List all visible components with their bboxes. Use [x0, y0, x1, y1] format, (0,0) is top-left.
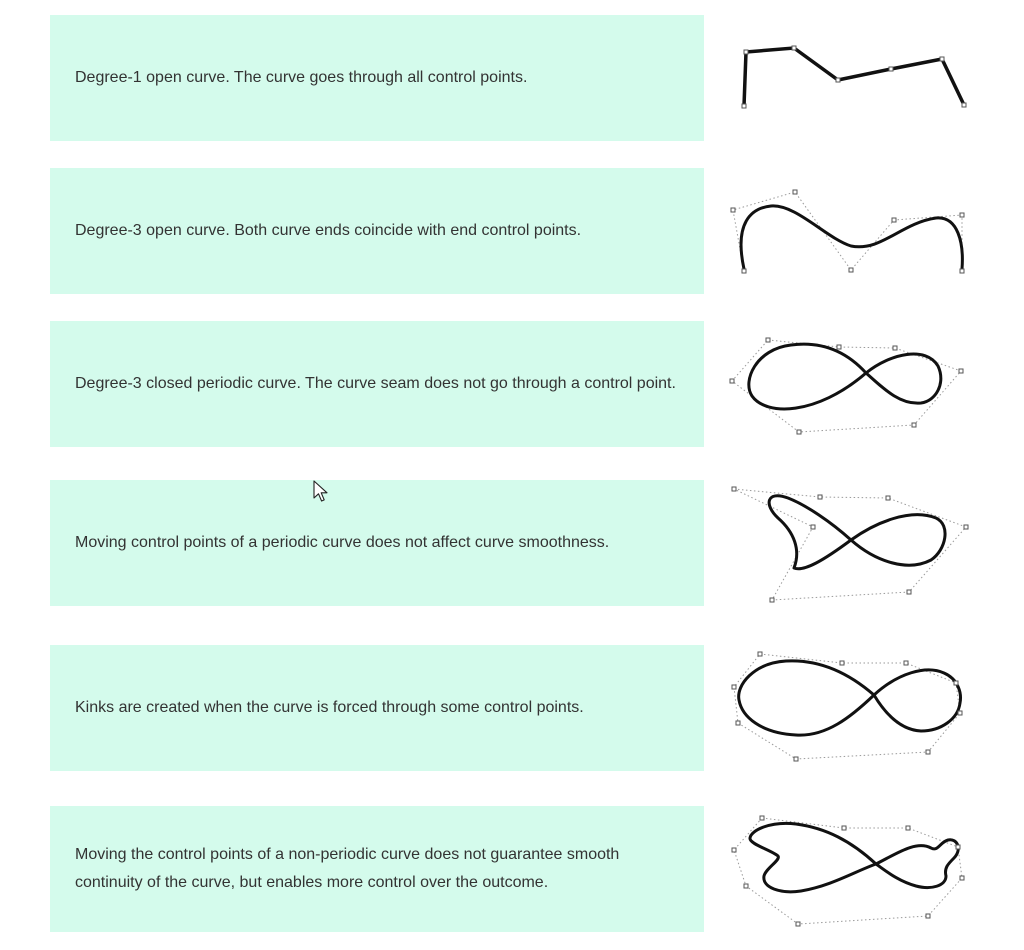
- caption-text: Moving the control points of a non-periodic curve does not guarantee smooth continuity of the curve, but enables more control over the outcome.: [75, 846, 620, 891]
- caption-box: [50, 15, 704, 141]
- caption-box: [50, 168, 704, 294]
- caption-text: Kinks are created when the curve is forced through some control points.: [75, 699, 584, 716]
- non-periodic-moved-curve-figure: [726, 806, 976, 932]
- moved-periodic-curve-figure: [726, 480, 976, 606]
- caption-text: Degree-1 open curve. The curve goes through all control points.: [75, 69, 528, 86]
- caption-box: [50, 321, 704, 447]
- degree-3-closed-periodic-curve-figure: [726, 321, 976, 447]
- caption-text: Degree-3 closed periodic curve. The curve seam does not go through a control point.: [75, 375, 676, 392]
- caption-box: [50, 480, 704, 606]
- caption-text: Moving control points of a periodic curve does not affect curve smoothness.: [75, 534, 610, 551]
- caption-box: [50, 645, 704, 771]
- kinked-curve-figure: [726, 645, 976, 771]
- mouse-pointer-icon: [313, 480, 331, 504]
- caption-text: Degree-3 open curve. Both curve ends coincide with end control points.: [75, 222, 582, 239]
- degree-1-curve-figure: [726, 15, 976, 141]
- degree-3-open-curve-figure: [726, 168, 976, 294]
- caption-box: [50, 806, 704, 932]
